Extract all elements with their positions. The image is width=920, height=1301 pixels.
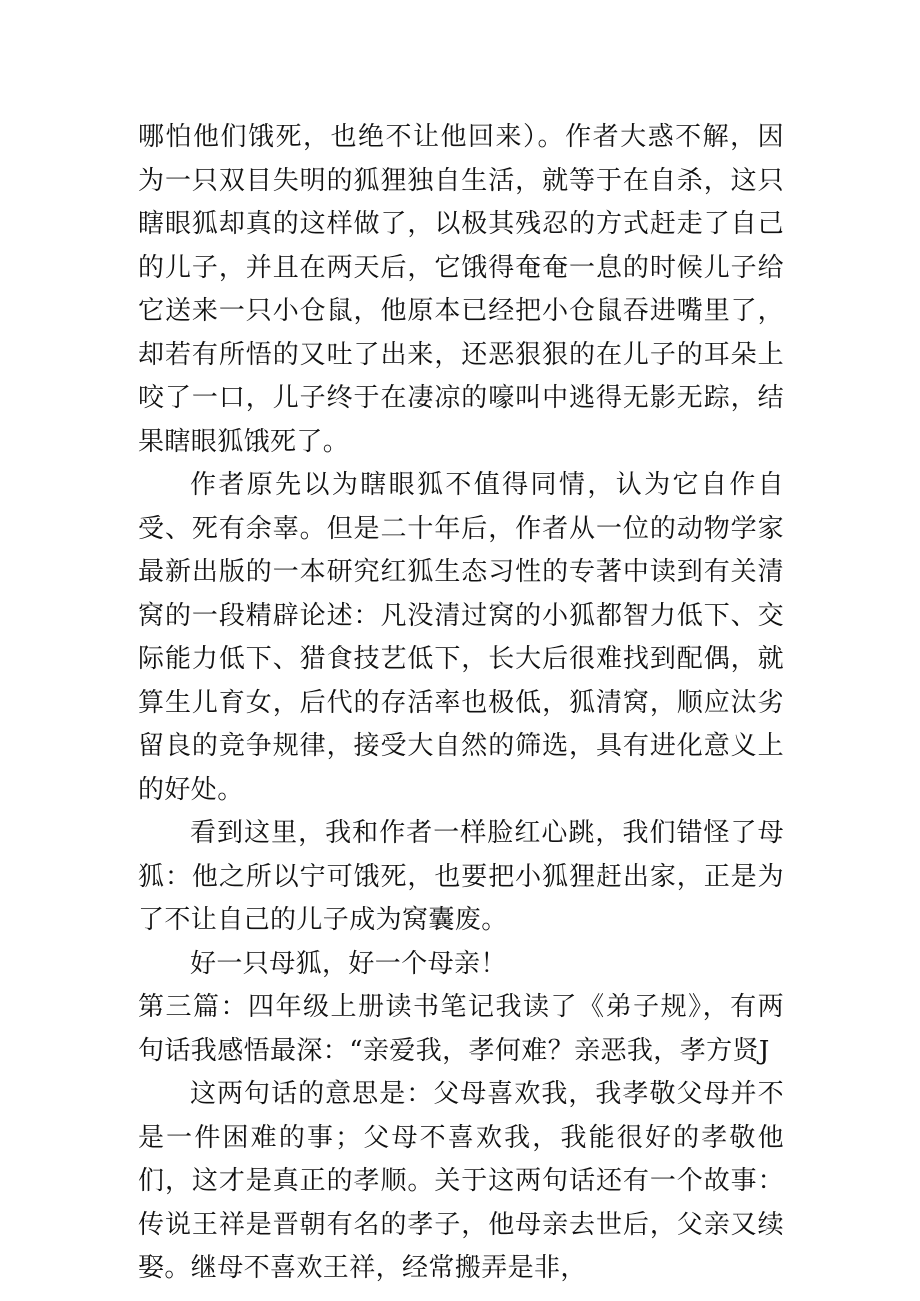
paragraph-dizigui-meaning: 这两句话的意思是：父母喜欢我，我孝敬父母并不是一件困难的事；父母不喜欢我，我能很好的孝敬他们，这才是真正的孝顺。关于这两句话还有一个故事：传说王祥是晋朝有名的孝子，他母亲去世后，父亲又续娶。继母不喜欢王祥，经常搬弄是非， [138,1079,784,1283]
body-text [138,116,784,1291]
paragraph-section-three-heading: 第三篇：四年级上册读书笔记我读了《弟子规》，有两句话我感悟最深：“亲爱我，孝何难？亲恶我，孝方贤J [138,992,784,1066]
paragraph-praise-mother: 好一只母狐，好一个母亲！ [190,948,507,979]
paragraph-realization: 看到这里，我和作者一样脸红心跳，我们错怪了母狐：他之所以宁可饿死，也要把小狐狸赶出家，正是为了不让自己的儿子成为窝囊废。 [138,818,784,935]
paragraph-zoologist-insight: 作者原先以为瞎眼狐不值得同情，认为它自作自受、死有余辜。但是二十年后，作者从一位的动物学家最新出版的一本研究红狐生态习性的专著中读到有关清窝的一段精辟论述：凡没清过窝的小狐都智力低下、交际能力低下、猎食技艺低下，长大后很难找到配偶，就算生儿育女，后代的存活率也极低，狐清窝，顺应汰劣留良的竞争规律，接受大自然的筛选，具有进化意义上的好处。 [138,470,784,805]
paragraph-fox-story-ending: 哪怕他们饿死，也绝不让他回来）。作者大惑不解，因为一只双目失明的狐狸独自生活，就等于在自杀，这只瞎眼狐却真的这样做了，以极其残忍的方式赶走了自己的儿子，并且在两天后，它饿得奄奄一息的时候儿子给它送来一只小仓鼠，他原本已经把小仓鼠吞进嘴里了，却若有所悟的又吐了出来，还恶狠狠的在儿子的耳朵上咬了一口，儿子终于在凄凉的嚎叫中逃得无影无踪，结果瞎眼狐饿死了。 [138,122,784,457]
